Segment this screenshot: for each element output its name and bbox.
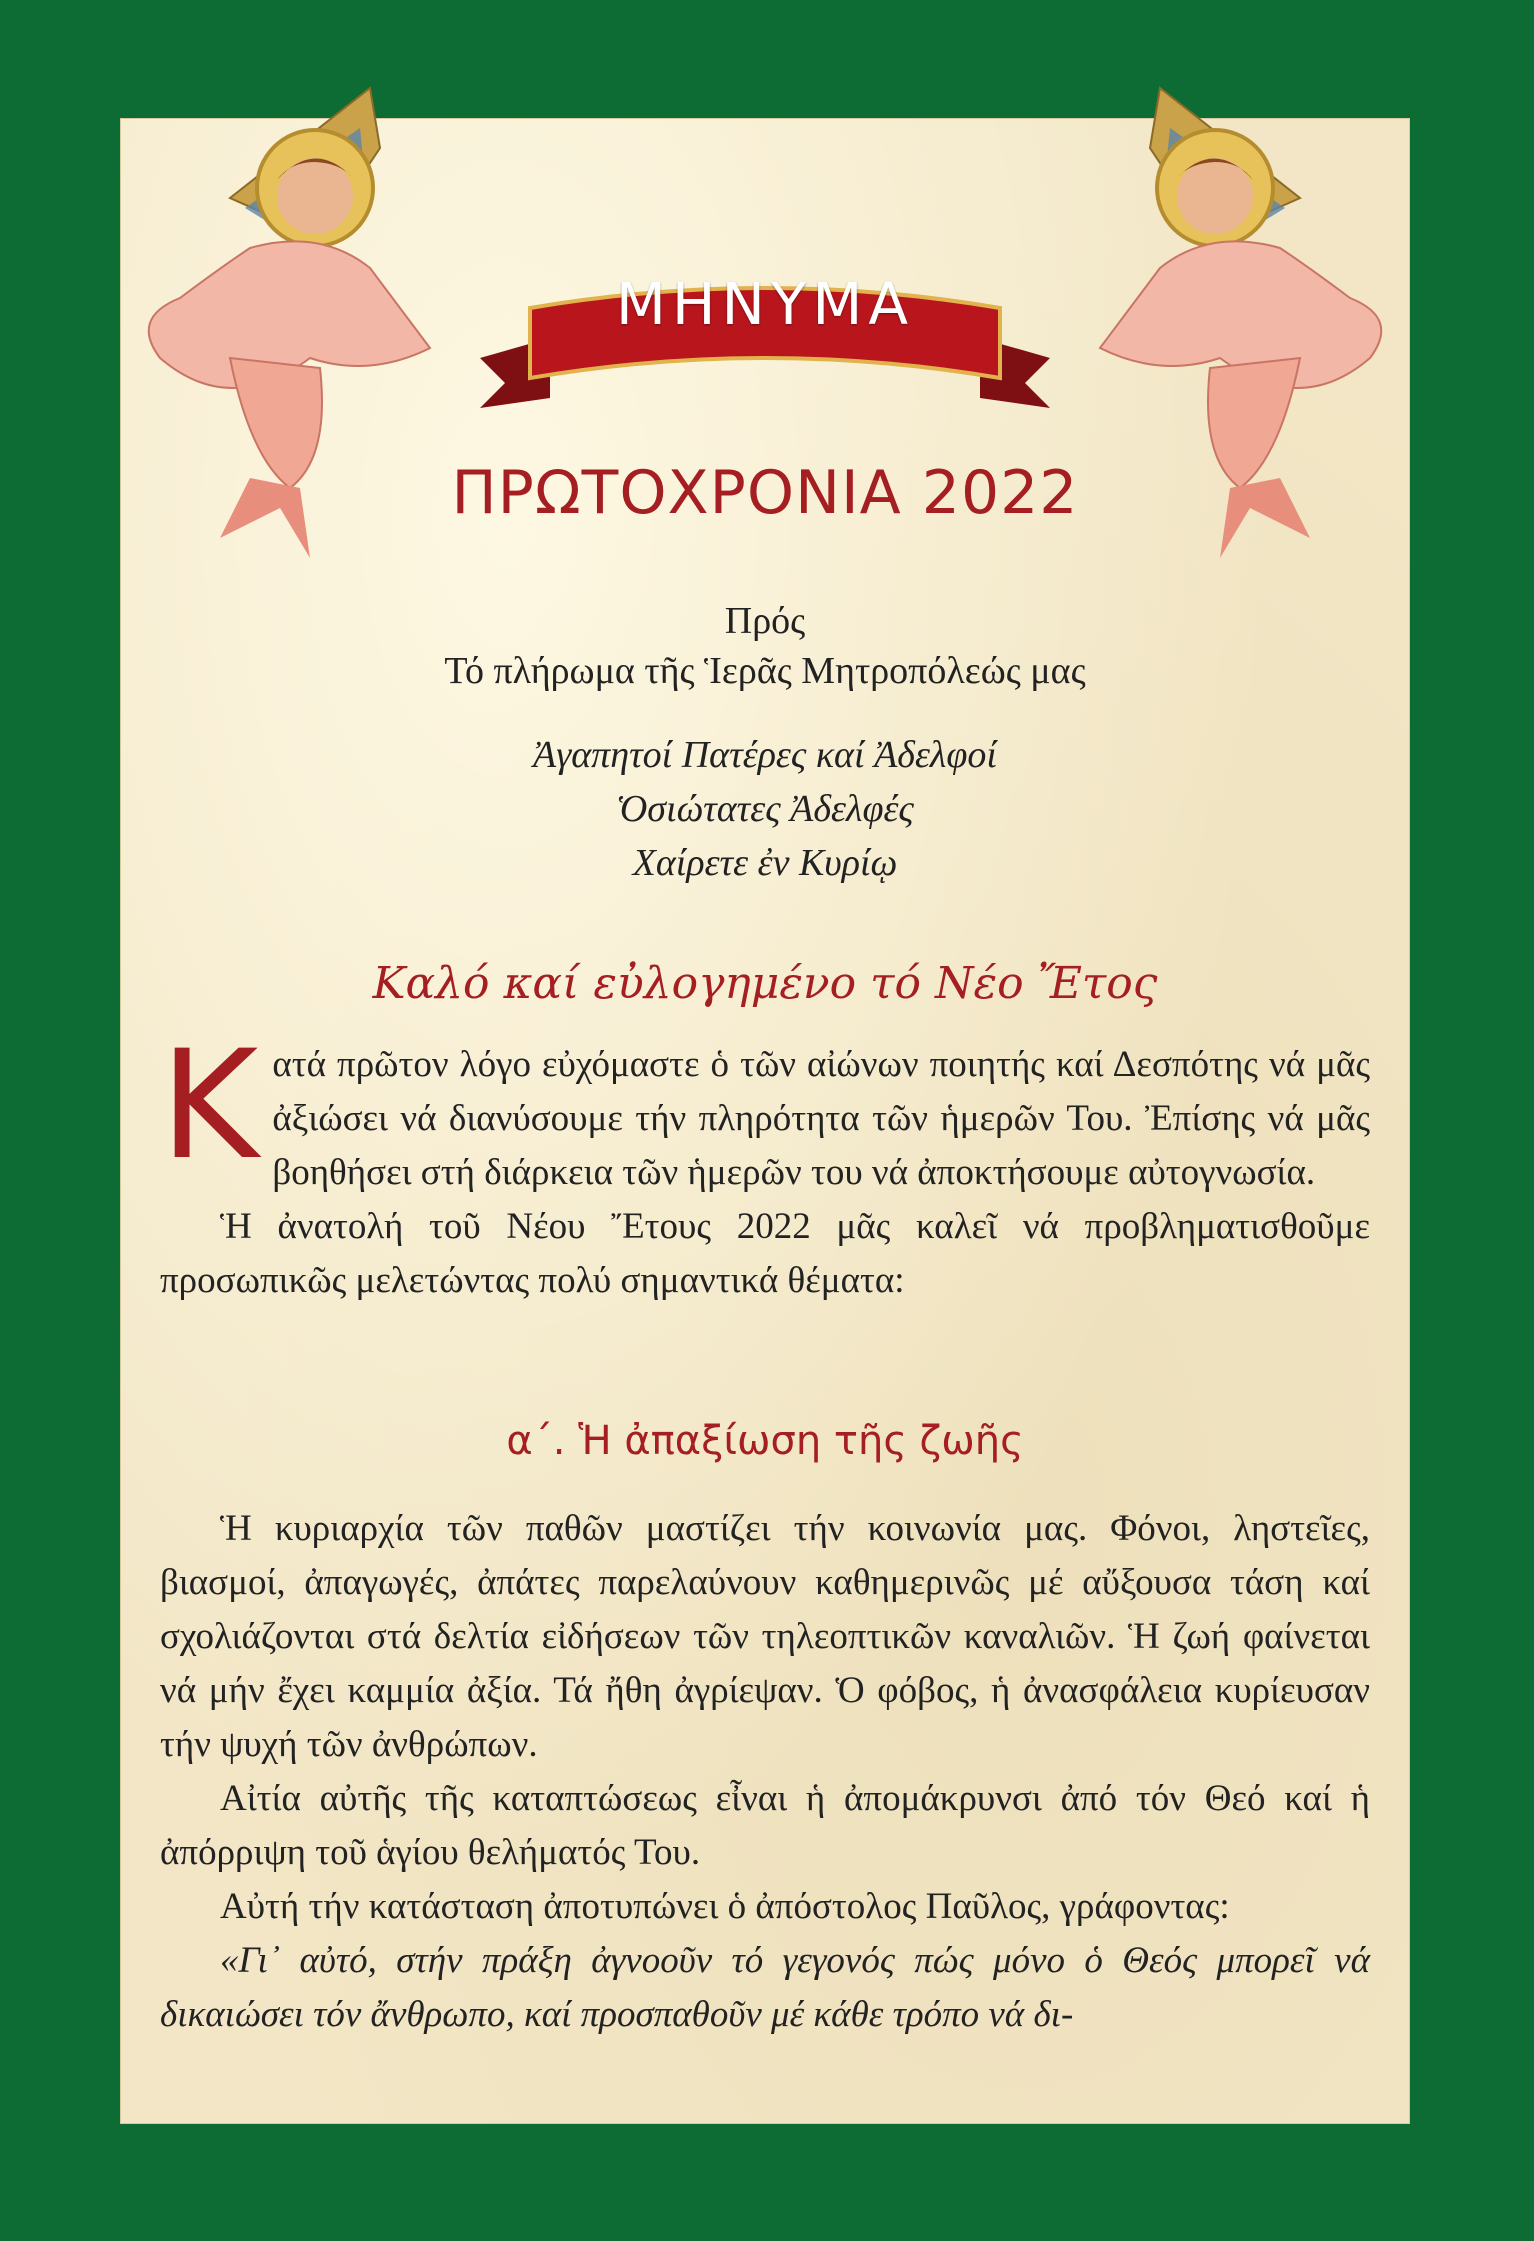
paragraph: Ἡ κυριαρχία τῶν παθῶν μαστίζει τήν κοινωνία μας. Φόνοι, ληστεῖες, βιασμοί, ἀπαγωγές, ἀπάτες παρελαύνουν καθημερινῶς μέ αὔξουσα τάση καί σχολιάζονται στά δελτία εἰδήσεων τῶν τηλεοπτικῶν καναλιῶν. Ἡ ζωή φαίνεται νά μήν ἔχει καμμία ἀξία. Τά ἤθη ἀγρίεψαν. Ὁ φόβος, ἡ ἀνασφάλεια κυρίευσαν τήν ψυχή τῶν ἀνθρώπων. bbox=[160, 1508, 1370, 1765]
drop-cap: Κ bbox=[160, 1019, 259, 1193]
salutation-block bbox=[120, 596, 1410, 696]
paragraph: Ἡ ἀνατολή τοῦ Νέου Ἔτους 2022 μᾶς καλεῖ νά προβληματισθοῦμε προσωπικῶς μελετώντας πολύ σημαντικά θέματα: bbox=[160, 1206, 1370, 1301]
body-text-section-1 bbox=[160, 1019, 1370, 1308]
page-title: ΠΡΩΤΟΧΡΟΝΙΑ 2022 bbox=[451, 458, 1079, 528]
section-heading: α΄. Ἡ ἀπαξίωση τῆς ζωῆς bbox=[506, 1418, 1024, 1464]
paragraph: Αὐτή τήν κατάσταση ἀποτυπώνει ὁ ἀπόστολος Παῦλος, γράφοντας: bbox=[220, 1886, 1230, 1927]
greeting-line: Χαίρετε ἐν Κυρίῳ bbox=[632, 842, 898, 884]
greeting-block bbox=[120, 728, 1410, 890]
section-heading: Καλό καί εὐλογημένο τό Νέο Ἔτος bbox=[372, 958, 1158, 1009]
paragraph bbox=[160, 1019, 1370, 1200]
letter-page bbox=[120, 118, 1410, 2124]
salutation-line: Πρός bbox=[724, 600, 806, 642]
greeting-line: Ὁσιώτατες Ἀδελφές bbox=[616, 788, 914, 830]
paragraph-text: ατά πρῶτον λόγο εὐχόμαστε ὁ τῶν αἰώνων ποιητής καί Δεσπότης νά μᾶς ἀξιώσει νά διανύσουμε τήν πληρότητα τῶν ἡμερῶν Του. Ἐπίσης νά μᾶς βοηθήσει στή διάρκεια τῶν ἡμερῶν του νά ἀποκτήσουμε αὐτογνωσία. bbox=[272, 1044, 1370, 1193]
ribbon-label: ΜΗΝΥΜΑ bbox=[615, 270, 915, 338]
greeting-line: Ἀγαπητοί Πατέρες καί Ἀδελφοί bbox=[533, 734, 997, 776]
salutation-line: Τό πλήρωμα τῆς Ἱερᾶς Μητροπόλεώς μας bbox=[444, 650, 1086, 692]
paragraph: Αἰτία αὐτῆς τῆς καταπτώσεως εἶναι ἡ ἀπομάκρυνσι ἀπό τόν Θεό καί ἡ ἀπόρριψη τοῦ ἁγίου θελήματός Του. bbox=[160, 1778, 1370, 1873]
body-text-section-2 bbox=[160, 1502, 1370, 2042]
quote-paragraph: «Γι᾽ αὐτό, στήν πράξη ἀγνοοῦν τό γεγονός πώς μόνο ὁ Θεός μπορεῖ νά δικαιώσει τόν ἄνθρωπο, καί προσπαθοῦν μέ κάθε τρόπο νά δι- bbox=[160, 1940, 1370, 2035]
